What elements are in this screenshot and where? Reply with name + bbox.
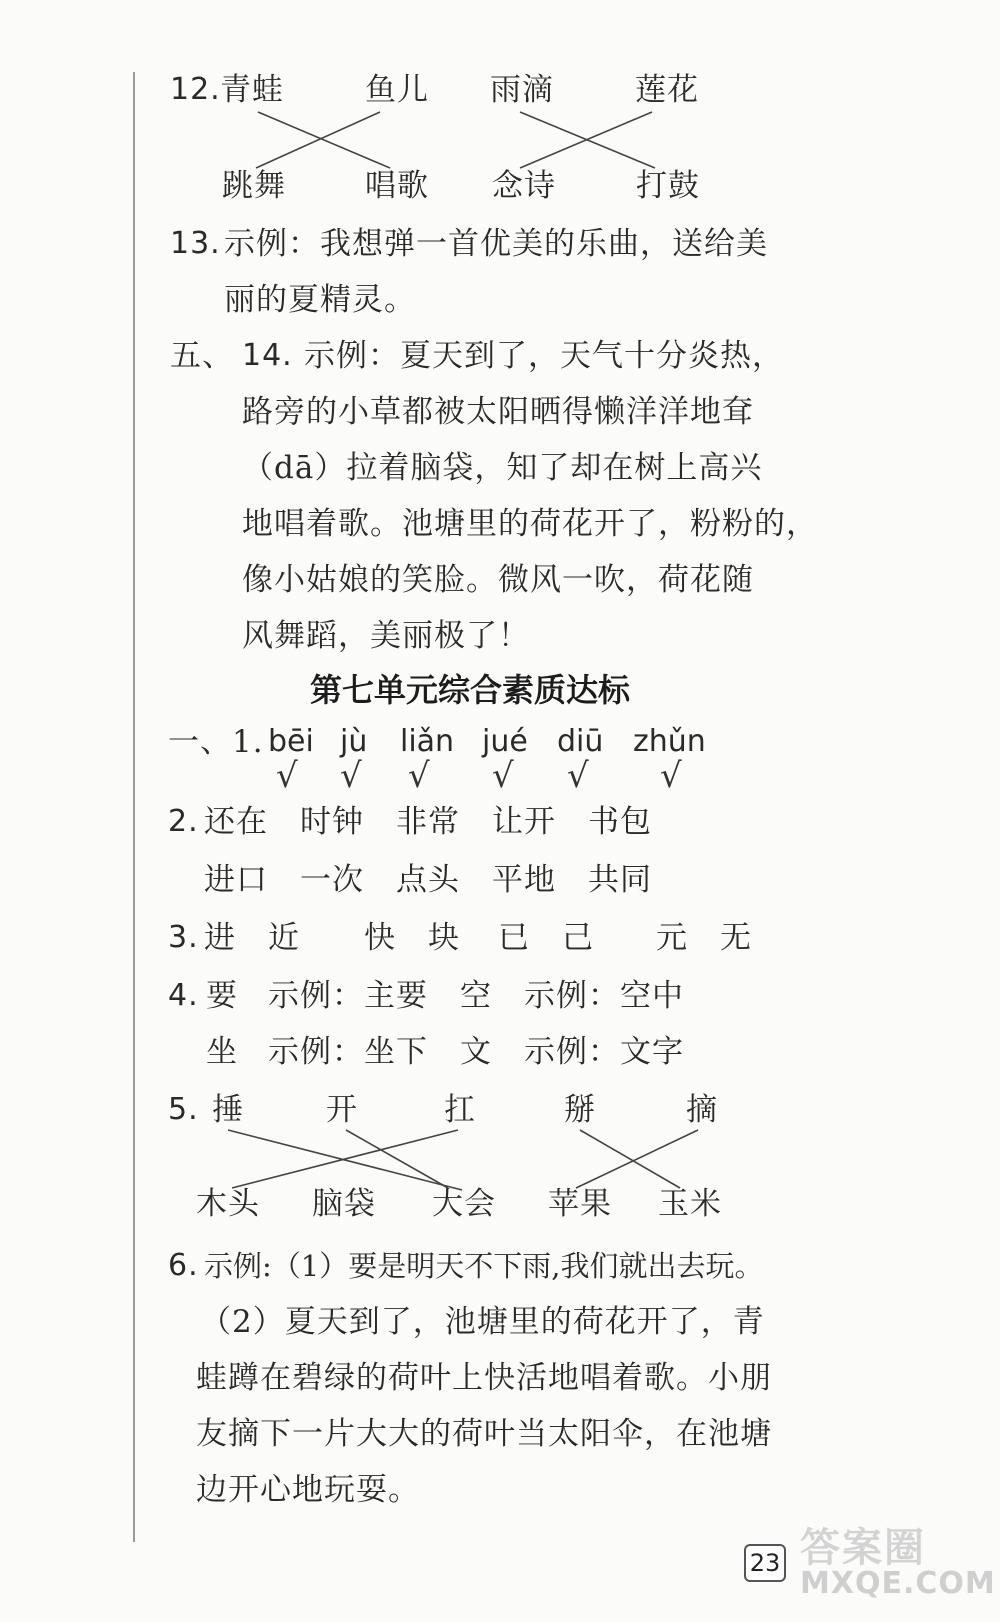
q4-char: 坐	[206, 1034, 238, 1070]
q12-bottom-word: 唱歌	[365, 168, 429, 204]
page-number: 23	[744, 1544, 786, 1582]
q4-example: 示例：坐下	[268, 1034, 428, 1070]
q2-number: 2.	[168, 804, 199, 839]
pinyin-item: jù	[340, 724, 368, 759]
check-mark: √	[340, 756, 362, 796]
q2-word: 书包	[588, 804, 652, 840]
q12-top-word: 鱼儿	[365, 72, 429, 108]
q5-top-char: 扛	[444, 1092, 476, 1128]
q5-bottom-word: 玉米	[658, 1186, 722, 1222]
q3-char: 己	[562, 920, 594, 956]
q6-line: 边开心地玩耍。	[196, 1472, 420, 1508]
q12-match-line	[258, 112, 390, 168]
q4-example: 示例：空中	[524, 978, 684, 1014]
q3-char: 无	[720, 920, 752, 956]
q4-char: 空	[460, 978, 492, 1014]
q12-bottom-word: 打鼓	[636, 168, 700, 204]
q14-line: 示例：夏天到了，天气十分炎热，	[304, 338, 784, 374]
q5-number: 5.	[168, 1092, 199, 1127]
q4-example: 示例：文字	[524, 1034, 684, 1070]
q14-line: 地唱着歌。池塘里的荷花开了，粉粉的，	[242, 506, 818, 542]
q5-bottom-word: 脑袋	[312, 1186, 376, 1222]
q5-bottom-word: 大会	[432, 1186, 496, 1222]
q2-word: 点头	[396, 862, 460, 898]
q5-top-char: 开	[326, 1092, 358, 1128]
check-mark: √	[660, 756, 682, 796]
q4-example: 示例：主要	[268, 978, 428, 1014]
q5-top-char: 摘	[686, 1092, 718, 1128]
q5-top-char: 掰	[564, 1092, 596, 1128]
check-mark: √	[276, 756, 298, 796]
part1-label: 一、1.	[168, 724, 264, 760]
q14-line: 路旁的小草都被太阳晒得懒洋洋地耷	[242, 394, 754, 430]
q2-word: 时钟	[300, 804, 364, 840]
q2-word: 一次	[300, 862, 364, 898]
pinyin-item: jué	[482, 724, 528, 759]
watermark-url: MXQE.COM	[800, 1566, 996, 1601]
q3-char: 元	[656, 920, 688, 956]
q3-char: 近	[268, 920, 300, 956]
pinyin-item: bēi	[268, 724, 314, 759]
q4-char: 文	[460, 1034, 492, 1070]
q6-line: 蛙蹲在碧绿的荷叶上快活地唱着歌。小朋	[196, 1360, 772, 1396]
q4-number: 4.	[168, 978, 199, 1013]
watermark-logo: 答案圈	[800, 1525, 926, 1571]
pinyin-item: diū	[557, 724, 604, 759]
q6-line: 友摘下一片大大的荷叶当太阳伞，在池塘	[196, 1416, 772, 1452]
q13-line: 丽的夏精灵。	[224, 282, 416, 318]
q13-number: 13.	[170, 226, 221, 261]
q12-number: 12.	[170, 72, 221, 107]
q3-char: 块	[428, 920, 460, 956]
check-mark: √	[408, 756, 430, 796]
q2-word: 平地	[492, 862, 556, 898]
pinyin-item: liǎn	[400, 724, 455, 759]
q5-bottom-word: 木头	[196, 1186, 260, 1222]
q12-bottom-word: 念诗	[492, 168, 556, 204]
q12-bottom-word: 跳舞	[222, 168, 286, 204]
q13-line: 示例：我想弹一首优美的乐曲，送给美	[224, 226, 768, 262]
q2-word: 还在	[204, 804, 268, 840]
q2-word: 共同	[588, 862, 652, 898]
q12-top-word: 莲花	[635, 72, 699, 108]
q14-line: 像小姑娘的笑脸。微风一吹，荷花随	[242, 562, 754, 598]
q6-line: （2）夏天到了，池塘里的荷花开了，青	[200, 1304, 765, 1340]
pinyin-item: zhǔn	[633, 724, 706, 759]
q3-char: 进	[204, 920, 236, 956]
q12-top-word: 雨滴	[490, 72, 554, 108]
q14-line: （dā）拉着脑袋，知了却在树上高兴	[242, 450, 763, 486]
q3-char: 快	[364, 920, 396, 956]
q14-number: 14.	[242, 338, 293, 373]
q3-number: 3.	[168, 920, 199, 955]
q2-word: 非常	[396, 804, 460, 840]
q2-word: 进口	[204, 862, 268, 898]
q6-line: 示例:（1）要是明天不下雨,我们就出去玩。	[204, 1249, 764, 1283]
q6-number: 6.	[168, 1248, 199, 1283]
check-mark: √	[567, 756, 589, 796]
q5-match-line	[346, 1130, 448, 1188]
q2-word: 让开	[492, 804, 556, 840]
q12-top-word: 青蛙	[220, 72, 284, 108]
check-mark: √	[492, 756, 514, 796]
section-five-label: 五、	[170, 338, 234, 374]
q14-line: 风舞蹈，美丽极了！	[242, 618, 530, 654]
q5-match-line	[232, 1130, 458, 1188]
unit-title: 第七单元综合素质达标	[309, 671, 630, 709]
q12-match-line	[256, 112, 380, 168]
q4-char: 要	[206, 978, 238, 1014]
q5-top-char: 捶	[212, 1092, 244, 1128]
q5-match-line	[228, 1130, 462, 1190]
q5-bottom-word: 苹果	[548, 1186, 612, 1222]
q3-char: 已	[498, 920, 530, 956]
